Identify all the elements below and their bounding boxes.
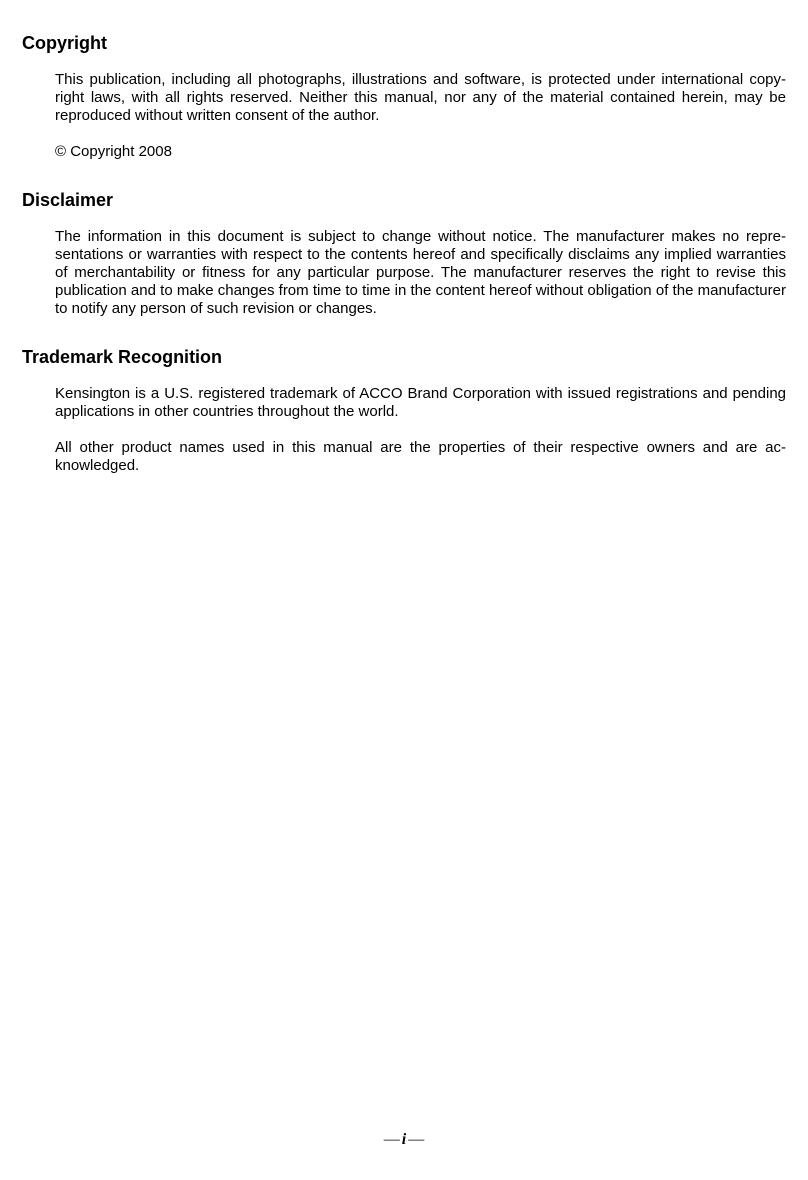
- copyright-notice: © Copyright 2008: [55, 143, 172, 160]
- trademark-kensington: Kensington is a U.S. registered trademark of ACCO Brand Corporation with issued registrations and pending applications in other countries throughout the world.: [55, 385, 786, 420]
- copyright-body: This publication, including all photographs, illustrations and software, is protected under international copyright laws, with all rights reserved. Neither this manual, nor any of the material contained herein, may be reproduced without written consent of the author.: [55, 71, 786, 124]
- footer-dash-left: —: [383, 1131, 400, 1148]
- trademark-heading: Trademark Recognition: [22, 347, 223, 367]
- copyright-section: [22, 32, 786, 161]
- footer-dash-right: —: [408, 1131, 425, 1148]
- disclaimer-section: [22, 189, 786, 318]
- page-number: i: [401, 1131, 407, 1148]
- copyright-heading: Copyright: [22, 33, 107, 53]
- trademark-other-names: All other product names used in this manual are the properties of their respective owners and are acknowledged.: [55, 439, 786, 474]
- disclaimer-body: The information in this document is subject to change without notice. The manufacturer makes no representations or warranties with respect to the contents hereof and specifically disclaims any implied warranties of merchantability or fitness for any particular purpose. The manufacturer reserves the right to revise this publication and to make changes from time to time in the content hereof without obligation of the manufacturer to notify any person of such revision or changes.: [55, 228, 786, 317]
- disclaimer-heading: Disclaimer: [22, 190, 114, 210]
- trademark-section: [22, 346, 786, 475]
- page-footer: [0, 1130, 808, 1150]
